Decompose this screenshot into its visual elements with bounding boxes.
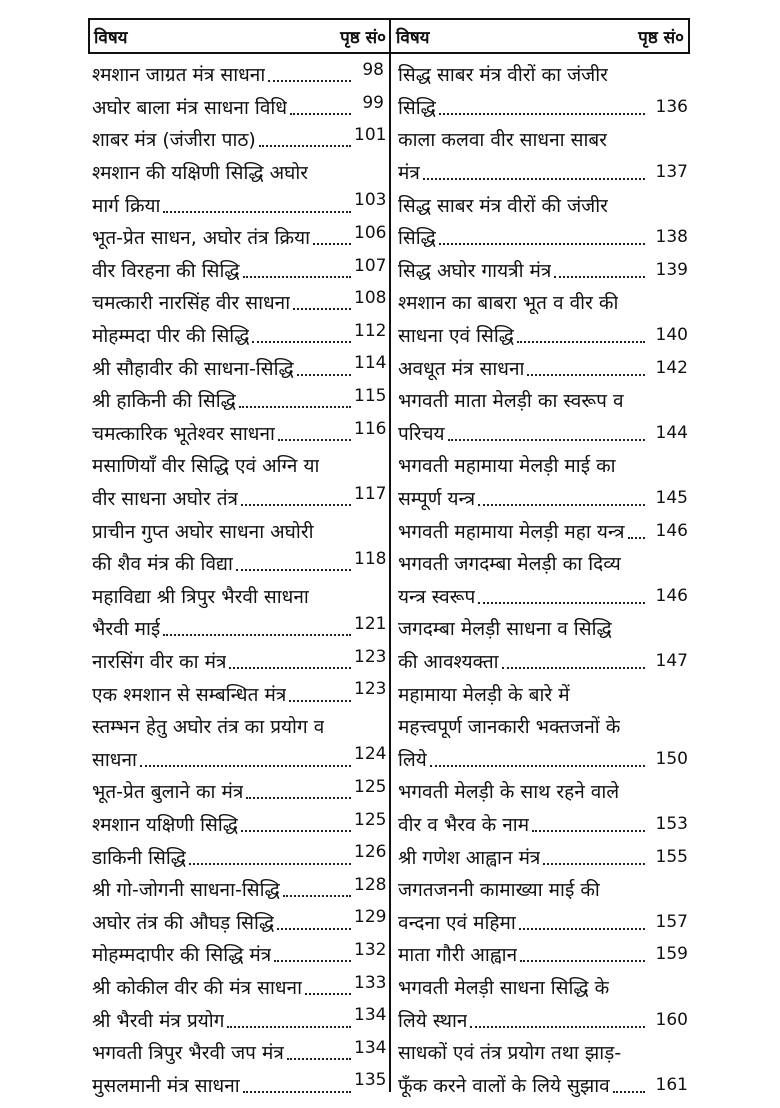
toc-line bbox=[92, 938, 387, 971]
toc-line bbox=[398, 286, 688, 319]
toc-entry bbox=[398, 873, 688, 938]
toc-entry bbox=[92, 1003, 387, 1036]
toc-entry bbox=[398, 254, 688, 287]
toc-entry bbox=[398, 938, 688, 971]
page-number: 121 bbox=[354, 614, 387, 635]
header-right bbox=[392, 20, 688, 52]
dot-leader bbox=[423, 178, 645, 180]
toc-line bbox=[398, 971, 688, 1004]
toc-line bbox=[398, 742, 688, 775]
entry-title: मार्ग क्रिया bbox=[92, 194, 161, 217]
entry-title: प्राचीन गुप्त अघोर साधना अघोरी bbox=[92, 520, 314, 543]
entry-title: सिद्धि bbox=[398, 227, 436, 250]
entry-title: परिचय bbox=[398, 422, 445, 445]
page-number: 137 bbox=[655, 162, 688, 183]
entry-title: स्तम्भन हेतु अघोर तंत्र का प्रयोग व bbox=[92, 716, 325, 739]
dot-leader bbox=[543, 863, 645, 865]
toc-entry bbox=[92, 971, 387, 1004]
entry-title: महाविद्या श्री त्रिपुर भैरवी साधना bbox=[92, 585, 309, 608]
toc-entry bbox=[398, 123, 688, 188]
toc-entry bbox=[92, 710, 387, 775]
page-number: 161 bbox=[655, 1074, 688, 1095]
dot-leader bbox=[470, 1026, 645, 1028]
dot-leader bbox=[227, 1026, 351, 1028]
dot-leader bbox=[293, 308, 351, 310]
page-number: 138 bbox=[655, 227, 688, 248]
toc-line bbox=[398, 612, 688, 645]
toc-line bbox=[92, 905, 387, 938]
toc-line bbox=[398, 254, 688, 287]
dot-leader bbox=[305, 993, 351, 995]
entry-title: श्मशान की यक्षिणी सिद्धि अघोर bbox=[92, 162, 309, 185]
toc-entry bbox=[92, 873, 387, 906]
dot-leader bbox=[628, 537, 645, 539]
page-number: 112 bbox=[354, 320, 387, 341]
toc-line bbox=[92, 188, 387, 221]
dot-leader bbox=[259, 145, 351, 147]
dot-leader bbox=[527, 374, 645, 376]
toc-line bbox=[398, 156, 688, 189]
toc-line bbox=[92, 971, 387, 1004]
page-number: 115 bbox=[354, 385, 387, 406]
toc-line bbox=[92, 580, 384, 613]
entry-title: जगतजननी कामाख्या माई की bbox=[398, 879, 600, 902]
page-number: 125 bbox=[354, 777, 387, 798]
toc-line bbox=[398, 384, 688, 417]
page-number: 145 bbox=[655, 488, 688, 509]
page-number: 140 bbox=[655, 325, 688, 346]
page-number: 123 bbox=[354, 646, 387, 667]
dot-leader bbox=[532, 830, 645, 832]
page-number: 99 bbox=[362, 92, 384, 113]
toc-entry bbox=[92, 91, 384, 124]
entry-title: की आवश्यक्ता bbox=[398, 650, 499, 673]
page-number: 133 bbox=[354, 972, 387, 993]
toc-line bbox=[92, 873, 387, 906]
toc-line bbox=[398, 710, 688, 743]
dot-leader bbox=[252, 341, 351, 343]
toc-line bbox=[92, 677, 387, 710]
toc-line bbox=[92, 514, 384, 547]
toc-entry bbox=[92, 808, 387, 841]
entry-title: भगवती महामाया मेलड़ी माई का bbox=[398, 455, 616, 478]
dot-leader bbox=[283, 895, 351, 897]
toc-entry bbox=[398, 1036, 688, 1101]
page-number: 132 bbox=[354, 940, 387, 961]
toc-line bbox=[398, 1003, 688, 1036]
subject-heading: विषय bbox=[396, 27, 430, 48]
entry-title: सिद्ध साबर मंत्र वीरों की जंजीर bbox=[398, 194, 608, 217]
toc-entry bbox=[398, 449, 688, 514]
toc-line bbox=[398, 905, 688, 938]
page-number: 146 bbox=[655, 520, 688, 541]
dot-leader bbox=[246, 797, 351, 799]
toc-line bbox=[92, 808, 387, 841]
toc-left-column bbox=[92, 58, 387, 1101]
entry-title: की शैव मंत्र की विद्या bbox=[92, 553, 233, 576]
entry-title: फूँक करने वालों के लिये सुझाव bbox=[398, 1074, 610, 1097]
toc-entry bbox=[398, 514, 688, 547]
subject-heading: विषय bbox=[94, 27, 128, 48]
entry-title: महामाया मेलड़ी के बारे में bbox=[398, 683, 570, 706]
dot-leader bbox=[241, 504, 351, 506]
toc-line bbox=[398, 580, 688, 613]
toc-entry bbox=[398, 188, 688, 253]
page-number: 139 bbox=[655, 259, 688, 280]
page-number: 134 bbox=[354, 1037, 387, 1058]
dot-leader bbox=[290, 113, 351, 115]
toc-line bbox=[398, 482, 688, 515]
toc-line bbox=[92, 319, 387, 352]
toc-entry bbox=[398, 612, 688, 677]
entry-title: अवधूत मंत्र साधना bbox=[398, 357, 525, 380]
dot-leader bbox=[439, 243, 645, 245]
page-number: 114 bbox=[354, 353, 387, 374]
toc-entry bbox=[398, 971, 688, 1036]
toc-entry bbox=[92, 905, 387, 938]
toc-entry bbox=[92, 1036, 387, 1069]
toc-line bbox=[92, 254, 387, 287]
page-number: 125 bbox=[354, 809, 387, 830]
page-number: 159 bbox=[655, 944, 688, 965]
dot-leader bbox=[236, 569, 351, 571]
dot-leader bbox=[241, 830, 351, 832]
toc-line bbox=[92, 351, 387, 384]
entry-title: श्री गणेश आह्वान मंत्र bbox=[398, 846, 541, 869]
page-number: 136 bbox=[655, 96, 688, 117]
dot-leader bbox=[478, 602, 645, 604]
entry-title: भगवती जगदम्बा मेलड़ी का दिव्य bbox=[398, 553, 621, 576]
entry-title: साधना एवं सिद्धि bbox=[398, 325, 514, 348]
page-number: 129 bbox=[354, 907, 387, 928]
toc-line bbox=[398, 91, 688, 124]
page-number: 126 bbox=[354, 842, 387, 863]
column-divider bbox=[389, 18, 391, 1092]
page-number: 134 bbox=[354, 1005, 387, 1026]
entry-title: अघोर तंत्र की औघड़ सिद्धि bbox=[92, 911, 275, 934]
toc-line bbox=[398, 547, 688, 580]
toc-entry bbox=[92, 254, 387, 287]
dot-leader bbox=[313, 243, 351, 245]
toc-line bbox=[92, 221, 387, 254]
entry-title: श्री भैरवी मंत्र प्रयोग bbox=[92, 1009, 225, 1032]
toc-entry bbox=[92, 221, 387, 254]
entry-title: साधना bbox=[92, 748, 137, 771]
toc-line bbox=[92, 123, 387, 156]
dot-leader bbox=[239, 406, 351, 408]
entry-title: लिये स्थान bbox=[398, 1009, 468, 1032]
entry-title: श्री गो-जोगनी साधना-सिद्धि bbox=[92, 879, 280, 902]
entry-title: माता गौरी आह्वान bbox=[398, 944, 518, 967]
page-number: 157 bbox=[655, 911, 688, 932]
entry-title: सिद्ध अघोर गायत्री मंत्र bbox=[398, 259, 552, 282]
entry-title: श्री कोकील वीर की मंत्र साधना bbox=[92, 976, 303, 999]
toc-line bbox=[92, 775, 387, 808]
dot-leader bbox=[287, 1058, 351, 1060]
dot-leader bbox=[140, 765, 351, 767]
page-number: 103 bbox=[354, 190, 387, 211]
toc-line bbox=[398, 449, 688, 482]
toc-line bbox=[92, 482, 387, 515]
toc-line bbox=[398, 938, 688, 971]
toc-entry bbox=[92, 319, 387, 352]
toc-entry bbox=[92, 156, 387, 221]
toc-entry bbox=[398, 58, 688, 123]
toc-line bbox=[398, 351, 688, 384]
entry-title: भगवती मेलड़ी साधना सिद्धि के bbox=[398, 976, 610, 999]
toc-line bbox=[92, 645, 387, 678]
entry-title: भूत-प्रेत साधन, अघोर तंत्र क्रिया bbox=[92, 227, 311, 250]
entry-title: डाकिनी सिद्धि bbox=[92, 846, 186, 869]
entry-title: श्री हाकिनी की सिद्धि bbox=[92, 390, 236, 413]
entry-title: वीर विरहना की सिद्धि bbox=[92, 259, 240, 282]
toc-line bbox=[398, 677, 688, 710]
dot-leader bbox=[554, 276, 645, 278]
toc-entry bbox=[398, 547, 688, 612]
toc-entry bbox=[92, 417, 387, 450]
toc-entry bbox=[92, 384, 387, 417]
toc-entry bbox=[92, 938, 387, 971]
toc-right-column bbox=[398, 58, 688, 1101]
dot-leader bbox=[297, 374, 351, 376]
toc-line bbox=[398, 319, 688, 352]
dot-leader bbox=[163, 634, 351, 636]
toc-entry bbox=[92, 840, 387, 873]
entry-title: साधकों एवं तंत्र प्रयोग तथा झाड़- bbox=[398, 1042, 622, 1065]
page-number: 108 bbox=[354, 288, 387, 309]
toc-entry bbox=[92, 449, 387, 514]
page-number: 155 bbox=[655, 846, 688, 867]
page-number: 107 bbox=[354, 255, 387, 276]
page-number: 153 bbox=[655, 813, 688, 834]
dot-leader bbox=[189, 863, 351, 865]
dot-leader bbox=[478, 504, 645, 506]
toc-entry bbox=[398, 677, 688, 775]
dot-leader bbox=[502, 667, 645, 669]
toc-line bbox=[398, 873, 688, 906]
entry-title: वन्दना एवं महिमा bbox=[398, 911, 516, 934]
toc-line bbox=[398, 775, 688, 808]
dot-leader bbox=[520, 960, 645, 962]
toc-entry bbox=[92, 1068, 387, 1101]
toc-entry bbox=[398, 384, 688, 449]
entry-title: महत्त्वपूर्ण जानकारी भक्तजनों के bbox=[398, 716, 621, 739]
page-number: 124 bbox=[354, 744, 387, 765]
entry-title: भगवती मेलड़ी के साथ रहने वाले bbox=[398, 781, 620, 804]
toc-line bbox=[92, 612, 387, 645]
page-number: 117 bbox=[354, 483, 387, 504]
page-number: 106 bbox=[354, 222, 387, 243]
toc-line bbox=[398, 123, 688, 156]
page-number: 147 bbox=[655, 650, 688, 671]
toc-line bbox=[398, 514, 688, 547]
toc-line bbox=[398, 645, 688, 678]
entry-title: श्मशान जाग्रत मंत्र साधना bbox=[92, 64, 266, 87]
entry-title: शाबर मंत्र (जंजीरा पाठ) bbox=[92, 129, 256, 152]
entry-title: लिये bbox=[398, 748, 427, 771]
dot-leader bbox=[448, 439, 645, 441]
entry-title: वीर व भैरव के नाम bbox=[398, 813, 530, 836]
dot-leader bbox=[243, 1091, 351, 1093]
page-number: 118 bbox=[354, 548, 387, 569]
toc-entry bbox=[92, 286, 387, 319]
entry-title: मंत्र bbox=[398, 162, 420, 185]
entry-title: श्मशान यक्षिणी सिद्धि bbox=[92, 813, 238, 836]
entry-title: भगवती त्रिपुर भैरवी जप मंत्र bbox=[92, 1042, 284, 1065]
dot-leader bbox=[277, 928, 351, 930]
dot-leader bbox=[430, 765, 645, 767]
entry-title: भगवती महामाया मेलड़ी महा यन्त्र bbox=[398, 520, 625, 543]
dot-leader bbox=[439, 113, 645, 115]
toc-entry bbox=[398, 775, 688, 840]
toc-line bbox=[398, 1068, 688, 1101]
entry-title: अघोर बाला मंत्र साधना विधि bbox=[92, 96, 288, 119]
dot-leader bbox=[278, 439, 351, 441]
toc-line bbox=[92, 91, 384, 124]
toc-line bbox=[92, 1003, 387, 1036]
entry-title: भगवती माता मेलड़ी का स्वरूप व bbox=[398, 390, 624, 413]
page-number: 144 bbox=[655, 422, 688, 443]
toc-entry bbox=[92, 775, 387, 808]
page-number: 142 bbox=[655, 357, 688, 378]
dot-leader bbox=[274, 960, 351, 962]
toc-entry bbox=[398, 840, 688, 873]
toc-line bbox=[92, 840, 387, 873]
entry-title: जगदम्बा मेलड़ी साधना व सिद्धि bbox=[398, 618, 612, 641]
toc-entry bbox=[92, 645, 387, 678]
toc-entry bbox=[398, 351, 688, 384]
toc-entry bbox=[92, 123, 387, 156]
entry-title: मसाणियाँ वीर सिद्धि एवं अग्नि या bbox=[92, 455, 320, 478]
entry-title: नारसिंग वीर का मंत्र bbox=[92, 650, 227, 673]
entry-title: श्री सौहावीर की साधना-सिद्धि bbox=[92, 357, 294, 380]
page-no-heading: पृष्ठ सं० bbox=[340, 27, 386, 48]
toc-line bbox=[92, 384, 387, 417]
toc-line bbox=[398, 1036, 688, 1069]
page-number: 101 bbox=[354, 125, 387, 146]
toc-line bbox=[398, 221, 688, 254]
dot-leader bbox=[243, 276, 351, 278]
entry-title: चमत्कारी नारसिंह वीर साधना bbox=[92, 292, 291, 315]
page-number: 160 bbox=[655, 1009, 688, 1030]
dot-leader bbox=[613, 1091, 645, 1093]
toc-entry bbox=[398, 286, 688, 351]
toc-line bbox=[398, 417, 688, 450]
dot-leader bbox=[163, 211, 351, 213]
page-number: 146 bbox=[655, 585, 688, 606]
entry-title: चमत्कारिक भूतेश्वर साधना bbox=[92, 422, 275, 445]
toc-entry bbox=[92, 677, 387, 710]
toc-line bbox=[398, 188, 688, 221]
dot-leader bbox=[517, 341, 645, 343]
dot-leader bbox=[229, 667, 351, 669]
toc-line bbox=[92, 417, 387, 450]
entry-title: भूत-प्रेत बुलाने का मंत्र bbox=[92, 781, 244, 804]
page-number: 98 bbox=[362, 60, 384, 80]
entry-title: यन्त्र स्वरूप bbox=[398, 585, 476, 608]
entry-title: सिद्धि bbox=[398, 96, 436, 119]
toc-line bbox=[92, 1036, 387, 1069]
dot-leader bbox=[268, 80, 351, 82]
entry-title: सिद्ध साबर मंत्र वीरों का जंजीर bbox=[398, 64, 608, 87]
page-number: 116 bbox=[354, 418, 387, 439]
toc-line bbox=[92, 547, 387, 580]
page-no-heading: पृष्ठ सं० bbox=[638, 27, 684, 48]
toc-entry bbox=[92, 514, 387, 579]
entry-title: श्मशान का बाबरा भूत व वीर की bbox=[398, 292, 619, 315]
entry-title: वीर साधना अघोर तंत्र bbox=[92, 488, 239, 511]
entry-title: मोहम्मदा पीर की सिद्धि bbox=[92, 325, 250, 348]
dot-leader bbox=[289, 700, 351, 702]
dot-leader bbox=[519, 928, 645, 930]
page-number: 150 bbox=[655, 748, 688, 769]
entry-title: सम्पूर्ण यन्त्र bbox=[398, 488, 476, 511]
header-left bbox=[90, 20, 390, 52]
toc-line bbox=[92, 1068, 387, 1101]
page-number: 123 bbox=[354, 679, 387, 700]
page-number: 128 bbox=[354, 874, 387, 895]
toc-line bbox=[92, 449, 384, 482]
entry-title: भैरवी माई bbox=[92, 618, 161, 641]
page-number: 135 bbox=[354, 1070, 387, 1091]
toc-line bbox=[92, 156, 384, 189]
toc-line bbox=[398, 58, 688, 91]
toc-entry bbox=[92, 351, 387, 384]
toc-line bbox=[398, 808, 688, 841]
toc-entry bbox=[92, 580, 387, 645]
toc-line bbox=[92, 58, 384, 91]
entry-title: एक श्मशान से सम्बन्धित मंत्र bbox=[92, 683, 287, 706]
entry-title: काला कलवा वीर साधना साबर bbox=[398, 129, 607, 152]
toc-line bbox=[92, 710, 384, 743]
toc-line bbox=[92, 286, 387, 319]
toc-entry bbox=[92, 58, 384, 91]
toc-line bbox=[398, 840, 688, 873]
entry-title: मुसलमानी मंत्र साधना bbox=[92, 1074, 240, 1097]
entry-title: मोहम्मदापीर की सिद्धि मंत्र bbox=[92, 944, 272, 967]
toc-line bbox=[92, 742, 387, 775]
